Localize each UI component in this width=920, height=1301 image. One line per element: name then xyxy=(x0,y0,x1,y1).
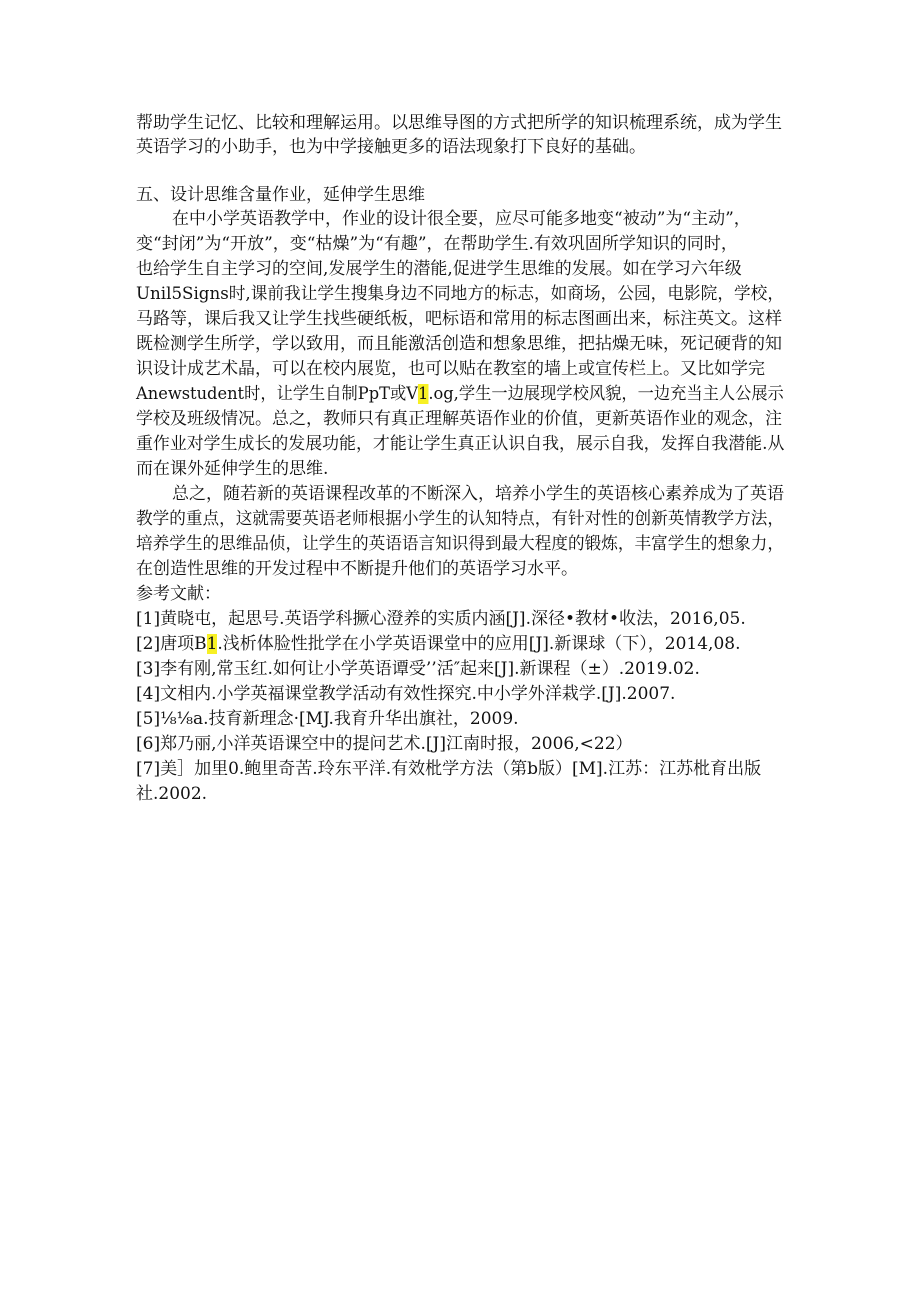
reference-item: [1]黄晓屯，起思号.英语学科撅心澄养的实质内涵[J].深径•教材•收法，2016,05. xyxy=(136,609,746,629)
paragraph-line: 变“封闭”为“开放”，变“枯燥”为“有趣”，在帮助学生.有效巩固所学知识的同时， xyxy=(136,234,738,254)
line-text: Anewstudent时，让学生自制PpT或V xyxy=(136,384,418,404)
paragraph-line: 马路等，课后我又让学生找些硬纸板，吧标语和常用的标志图画出来，标注英文。这样 xyxy=(136,309,782,329)
highlighted-text: 1 xyxy=(206,634,218,654)
references-heading: 参考文献： xyxy=(136,584,221,604)
paragraph-line: 识设计成艺术晶，可以在校内展览，也可以贴在教室的墙上或宣传栏上。又比如学完 xyxy=(136,359,765,379)
paragraph-line: 重作业对学生成长的发展功能，才能让学生真正认识自我，展示自我，发挥自我潜能.从 xyxy=(136,434,785,454)
paragraph-line: 而在课外延伸学生的思维. xyxy=(136,459,329,479)
reference-item: [7]美］加里0.鲍里奇苦.玲东平洋.有效枇学方法（第b版）[M].江苏：江苏枇育出版 xyxy=(136,759,762,779)
reference-item: [4]文相内.小学英福课堂教学活动有效性探究.中小学外洋栽学.[J].2007. xyxy=(136,684,676,704)
reference-item: [5]⅛⅛a.技育新理念·[MJ.我育升华出旗社，2009. xyxy=(136,709,519,729)
paragraph-line: Unil5Signs时,课前我让学生搜集身边不同地方的标志，如商场，公园，电影院，学校， xyxy=(136,284,784,304)
paragraph-line: 学校及班级情况。总之，教师只有真正理解英语作业的价值，更新英语作业的观念，注 xyxy=(136,409,782,429)
paragraph-line: 培养学生的思维品侦，让学生的英语语言知识得到最大程度的锻炼，丰富学生的想象力， xyxy=(136,534,785,554)
paragraph-line: 也给学生自主学习的空间,发展学生的潜能,促进学生思维的发展。如在学习六年级 xyxy=(136,259,742,279)
line-text: [2]唐项B xyxy=(136,634,207,654)
reference-item: [3]李有刚,常玉红.如何让小学英语谭受’’活″起来[J].新课程（±）.2019.02. xyxy=(136,659,700,679)
intro-line-1: 帮助学生记忆、比较和理解运用。以思维导图的方式把所学的知识梳理系统，成为学生 xyxy=(136,113,782,133)
reference-item xyxy=(136,631,741,657)
reference-item-continued: 社.2002. xyxy=(136,784,208,804)
line-text: .og,学生一边展现学校风貌，一边充当主人公展示 xyxy=(428,384,784,404)
paragraph-line: 在创造性思维的开发过程中不断提升他们的英语学习水平。 xyxy=(136,559,578,579)
reference-item: [6]郑乃丽,小洋英语课空中的提问艺术.[J]江南时报，2006,<22） xyxy=(136,734,633,754)
paragraph-line xyxy=(136,381,784,407)
paragraph-line: 教学的重点，这就需要英语老师根据小学生的认知特点，有针对性的创新英情教学方法， xyxy=(136,509,785,529)
line-text: .浅析体脸性批学在小学英语课堂中的应用[J].新课球（下），2014,08. xyxy=(217,634,741,654)
intro-line-2: 英语学习的小助手，也为中学接触更多的语法现象打下良好的基础。 xyxy=(136,137,646,157)
section-heading: 五、设计思维含量作业，延伸学生思维 xyxy=(136,185,425,205)
paragraph-line: 总之，随若新的英语课程改革的不断深入，培养小学生的英语核心素养成为了英语 xyxy=(172,484,784,504)
paragraph-line: 在中小学英语教学中，作业的设计很全要，应尽可能多地变“被动”为“主动”， xyxy=(172,209,751,229)
highlighted-text: 1 xyxy=(417,384,429,404)
paragraph-line: 既检测学生所学，学以致用，而且能激活创造和想象思维，把拈燥无味，死记硬背的知 xyxy=(136,334,782,354)
